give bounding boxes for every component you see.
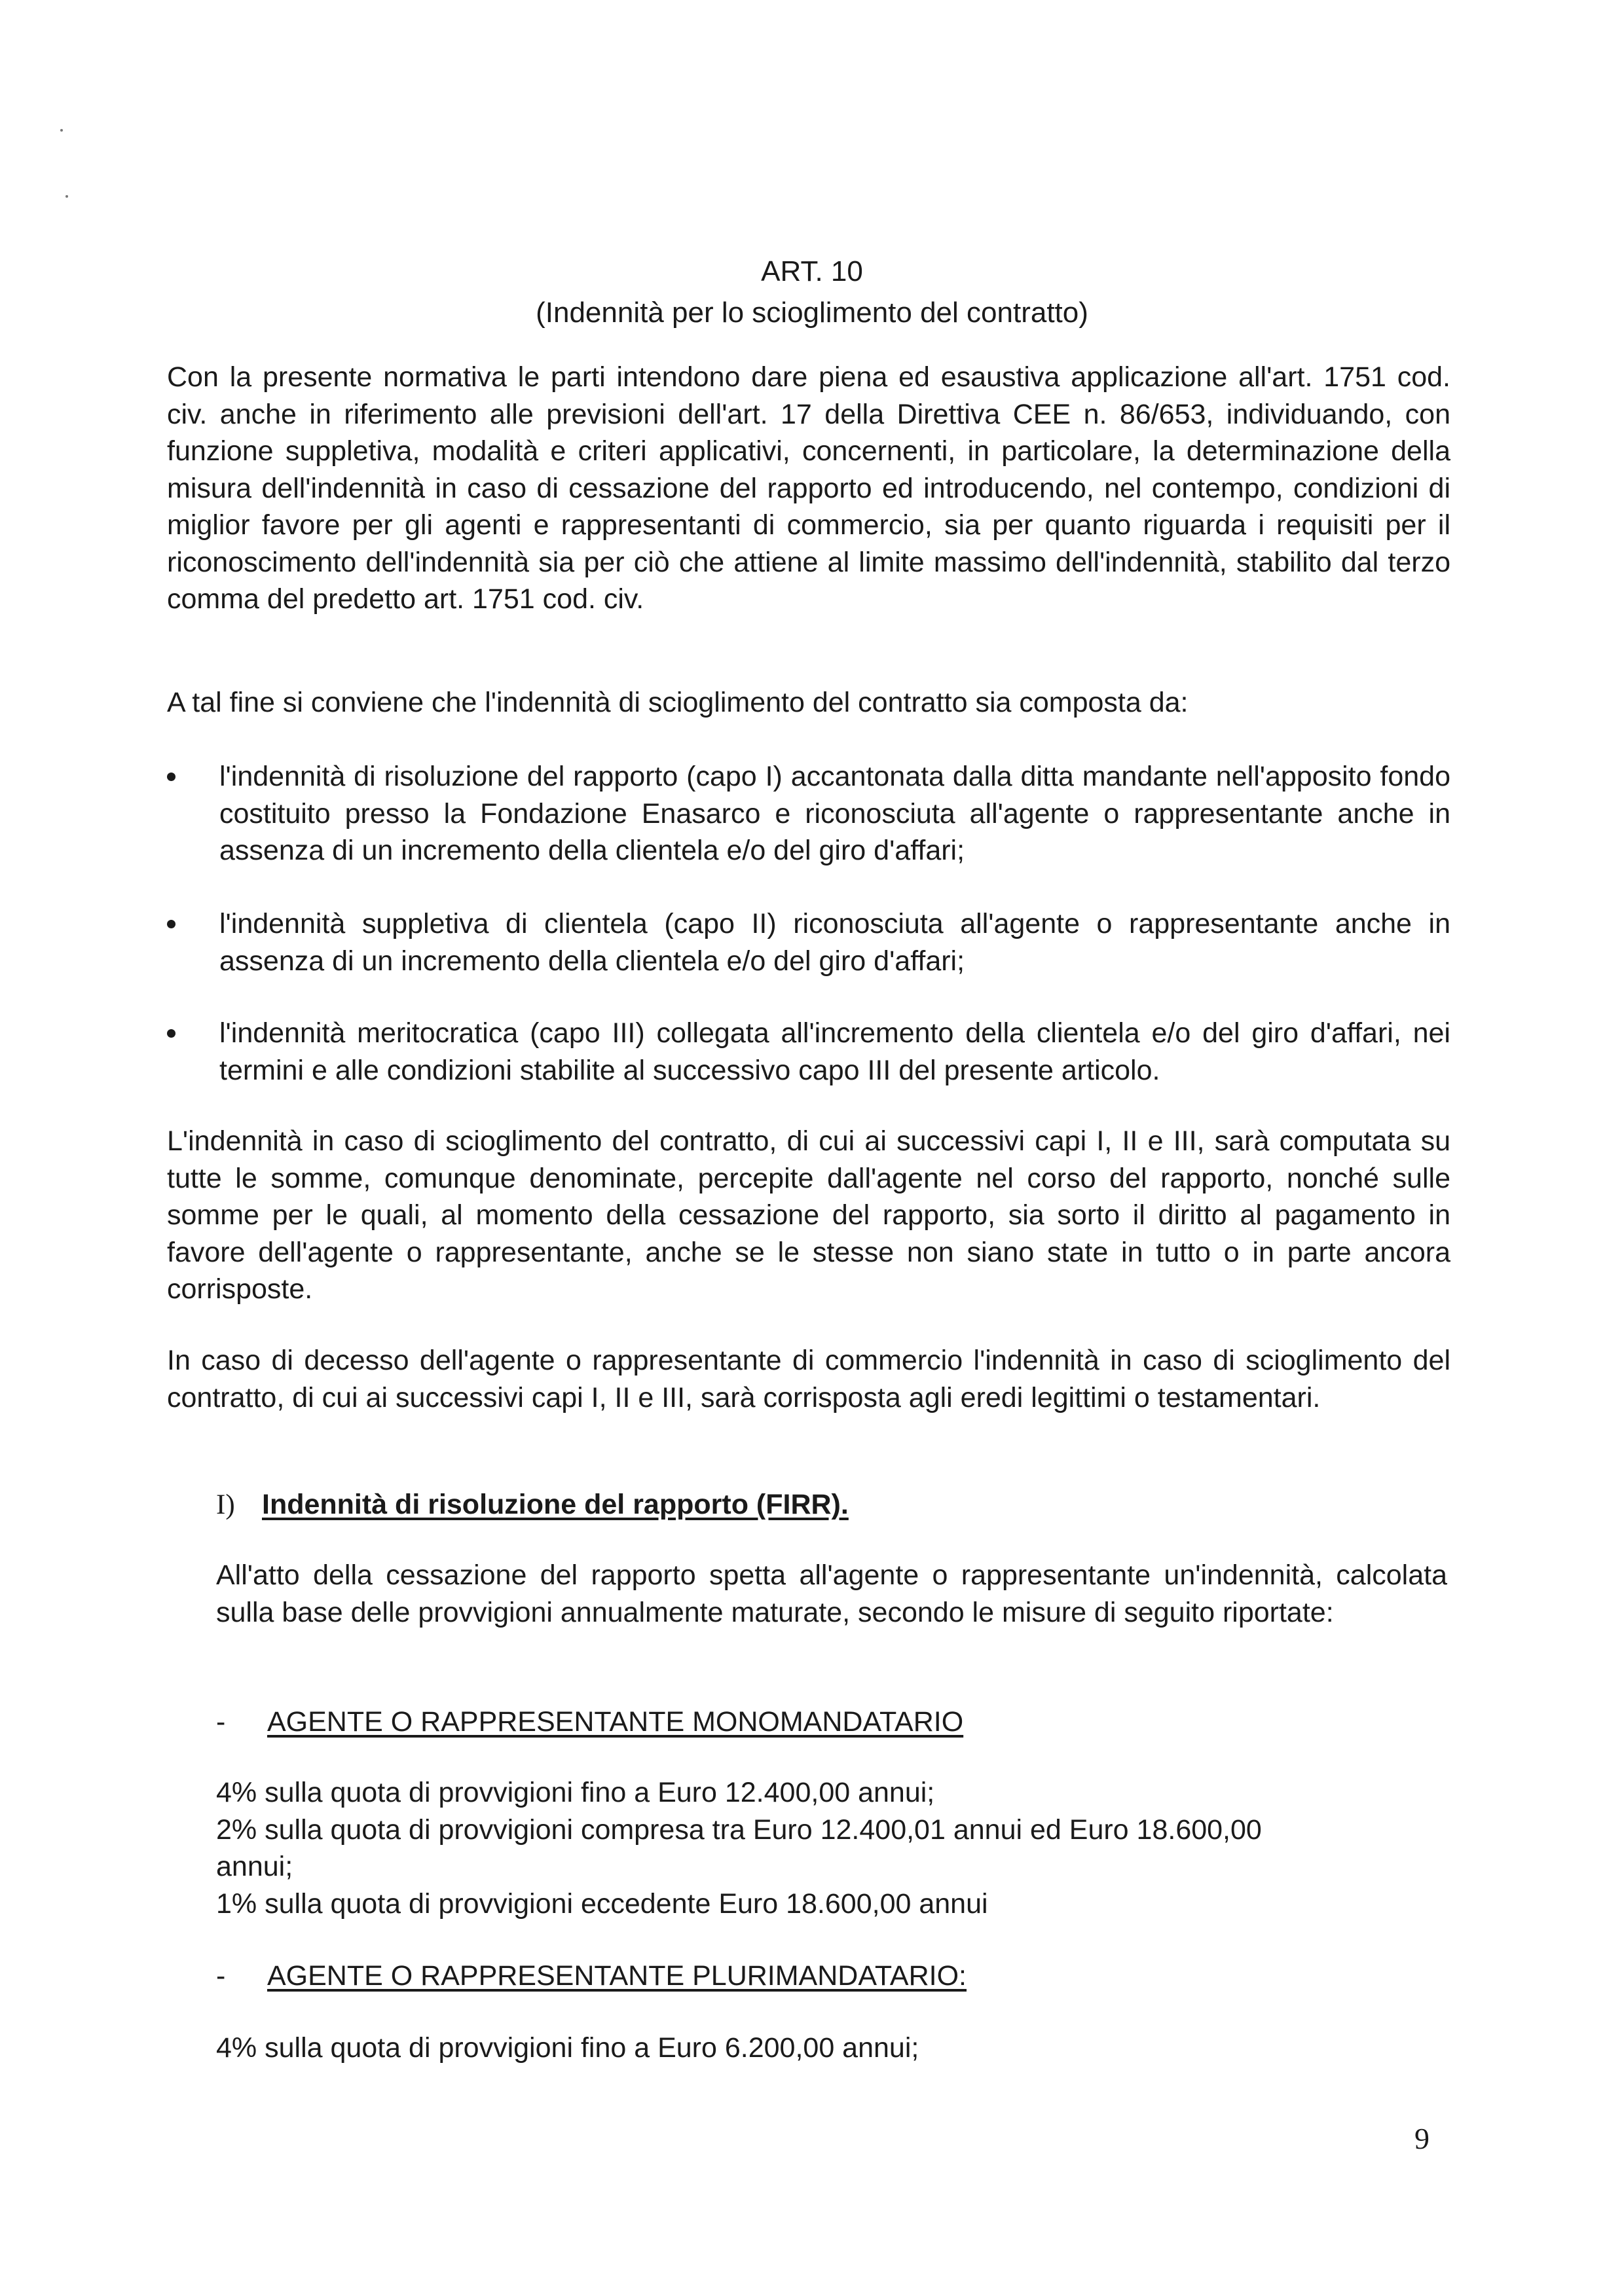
intro-paragraph: Con la presente normativa le parti intendono dare piena ed esaustiva applicazione all'art. 1751 cod. civ. anche in riferimento alle previsioni dell'art. 17 della Direttiva CEE n. 86/653, individuando, con funzione suppletiva, modalità e criteri applicativi, concernenti, in particolare, la determinazione della misura dell'indennità in caso di cessazione del rapporto ed introducendo, nel contempo, condizioni di miglior favore per gli agenti e rappresentanti di commercio, sia per quanto riguarda i requisiti per il riconoscimento dell'indennità sia per ciò che attiene al limite massimo dell'indennità, stabilito dal terzo comma del predetto art. 1751 cod. civ.: [167, 361, 1450, 615]
section-heading: [216, 1486, 849, 1523]
list-item-text: l'indennità di risoluzione del rapporto (capo I) accantonata dalla ditta mandante nell'apposito fondo costituito presso la Fondazione Enasarco e riconosciuta all'agente o rappresentante anche in assenza di un incremento della clientela e/o del giro d'affari;: [219, 761, 1450, 866]
article-subtitle: (Indennità per lo scioglimento del contratto): [536, 297, 1088, 329]
list-item: [167, 1015, 1450, 1089]
sub-heading-title: AGENTE O RAPPRESENTANTE MONOMANDATARIO: [267, 1706, 964, 1738]
sub-heading-pluri: [216, 1958, 967, 1994]
bullet-icon: [167, 773, 175, 781]
scan-speck: [65, 195, 68, 198]
rate-line: 4% sulla quota di provvigioni fino a Euro 12.400,00 annui;: [216, 1777, 935, 1808]
section-title: Indennità di risoluzione del rapporto (FIRR).: [262, 1489, 849, 1520]
rate-line: 2% sulla quota di provvigioni compresa tra Euro 12.400,01 annui ed Euro 18.600,00: [216, 1814, 1262, 1846]
page-number: 9: [1414, 2122, 1430, 2155]
list-item: [167, 905, 1450, 979]
rate-line-continued: annui;: [216, 1851, 293, 1882]
list-item-text: l'indennità meritocratica (capo III) collegata all'incremento della clientela e/o del giro d'affari, nei termini e alle condizioni stabilite al successivo capo III del presente articolo.: [219, 1017, 1450, 1086]
rate-line: 1% sulla quota di provvigioni eccedente Euro 18.600,00 annui: [216, 1888, 988, 1920]
article-number: ART. 10: [761, 255, 863, 287]
dash-marker: -: [216, 1960, 226, 1992]
list-item: [167, 758, 1450, 869]
sub-heading-title: AGENTE O RAPPRESENTANTE PLURIMANDATARIO:: [267, 1960, 967, 1992]
composition-intro: A tal fine si conviene che l'indennità di scioglimento del contratto sia composta da:: [167, 687, 1189, 718]
bullet-icon: [167, 920, 175, 928]
section-intro: All'atto della cessazione del rapporto spetta all'agente o rappresentante un'indennità, calcolata sulla base delle provvigioni annualmente maturate, secondo le misure di seguito riportate:: [216, 1559, 1447, 1628]
computation-paragraph: L'indennità in caso di scioglimento del contratto, di cui ai successivi capi I, II e III, sarà computata su tutte le somme, comunque denominate, percepite dall'agente nel corso del rapporto, nonché sulle somme per le quali, al momento della cessazione del rapporto, sia sorto il diritto al pagamento in favore dell'agente o rappresentante, anche se le stesse non siano state in tutto o in parte ancora corrisposte.: [167, 1125, 1450, 1305]
section-number: I): [216, 1489, 235, 1520]
list-item-text: l'indennità suppletiva di clientela (capo II) riconosciuta all'agente o rappresentante anche in assenza di un incremento della clientela e/o del giro d'affari;: [219, 908, 1450, 977]
death-case-paragraph: In caso di decesso dell'agente o rappresentante di commercio l'indennità in caso di scioglimento del contratto, di cui ai successivi capi I, II e III, sarà corrisposta agli eredi legittimi o testamentari.: [167, 1345, 1450, 1413]
sub-heading-mono: [216, 1704, 963, 1740]
bullet-icon: [167, 1029, 175, 1038]
dash-marker: -: [216, 1706, 226, 1738]
rate-line: 4% sulla quota di provvigioni fino a Euro 6.200,00 annui;: [216, 2032, 919, 2064]
scan-speck: [60, 129, 63, 132]
